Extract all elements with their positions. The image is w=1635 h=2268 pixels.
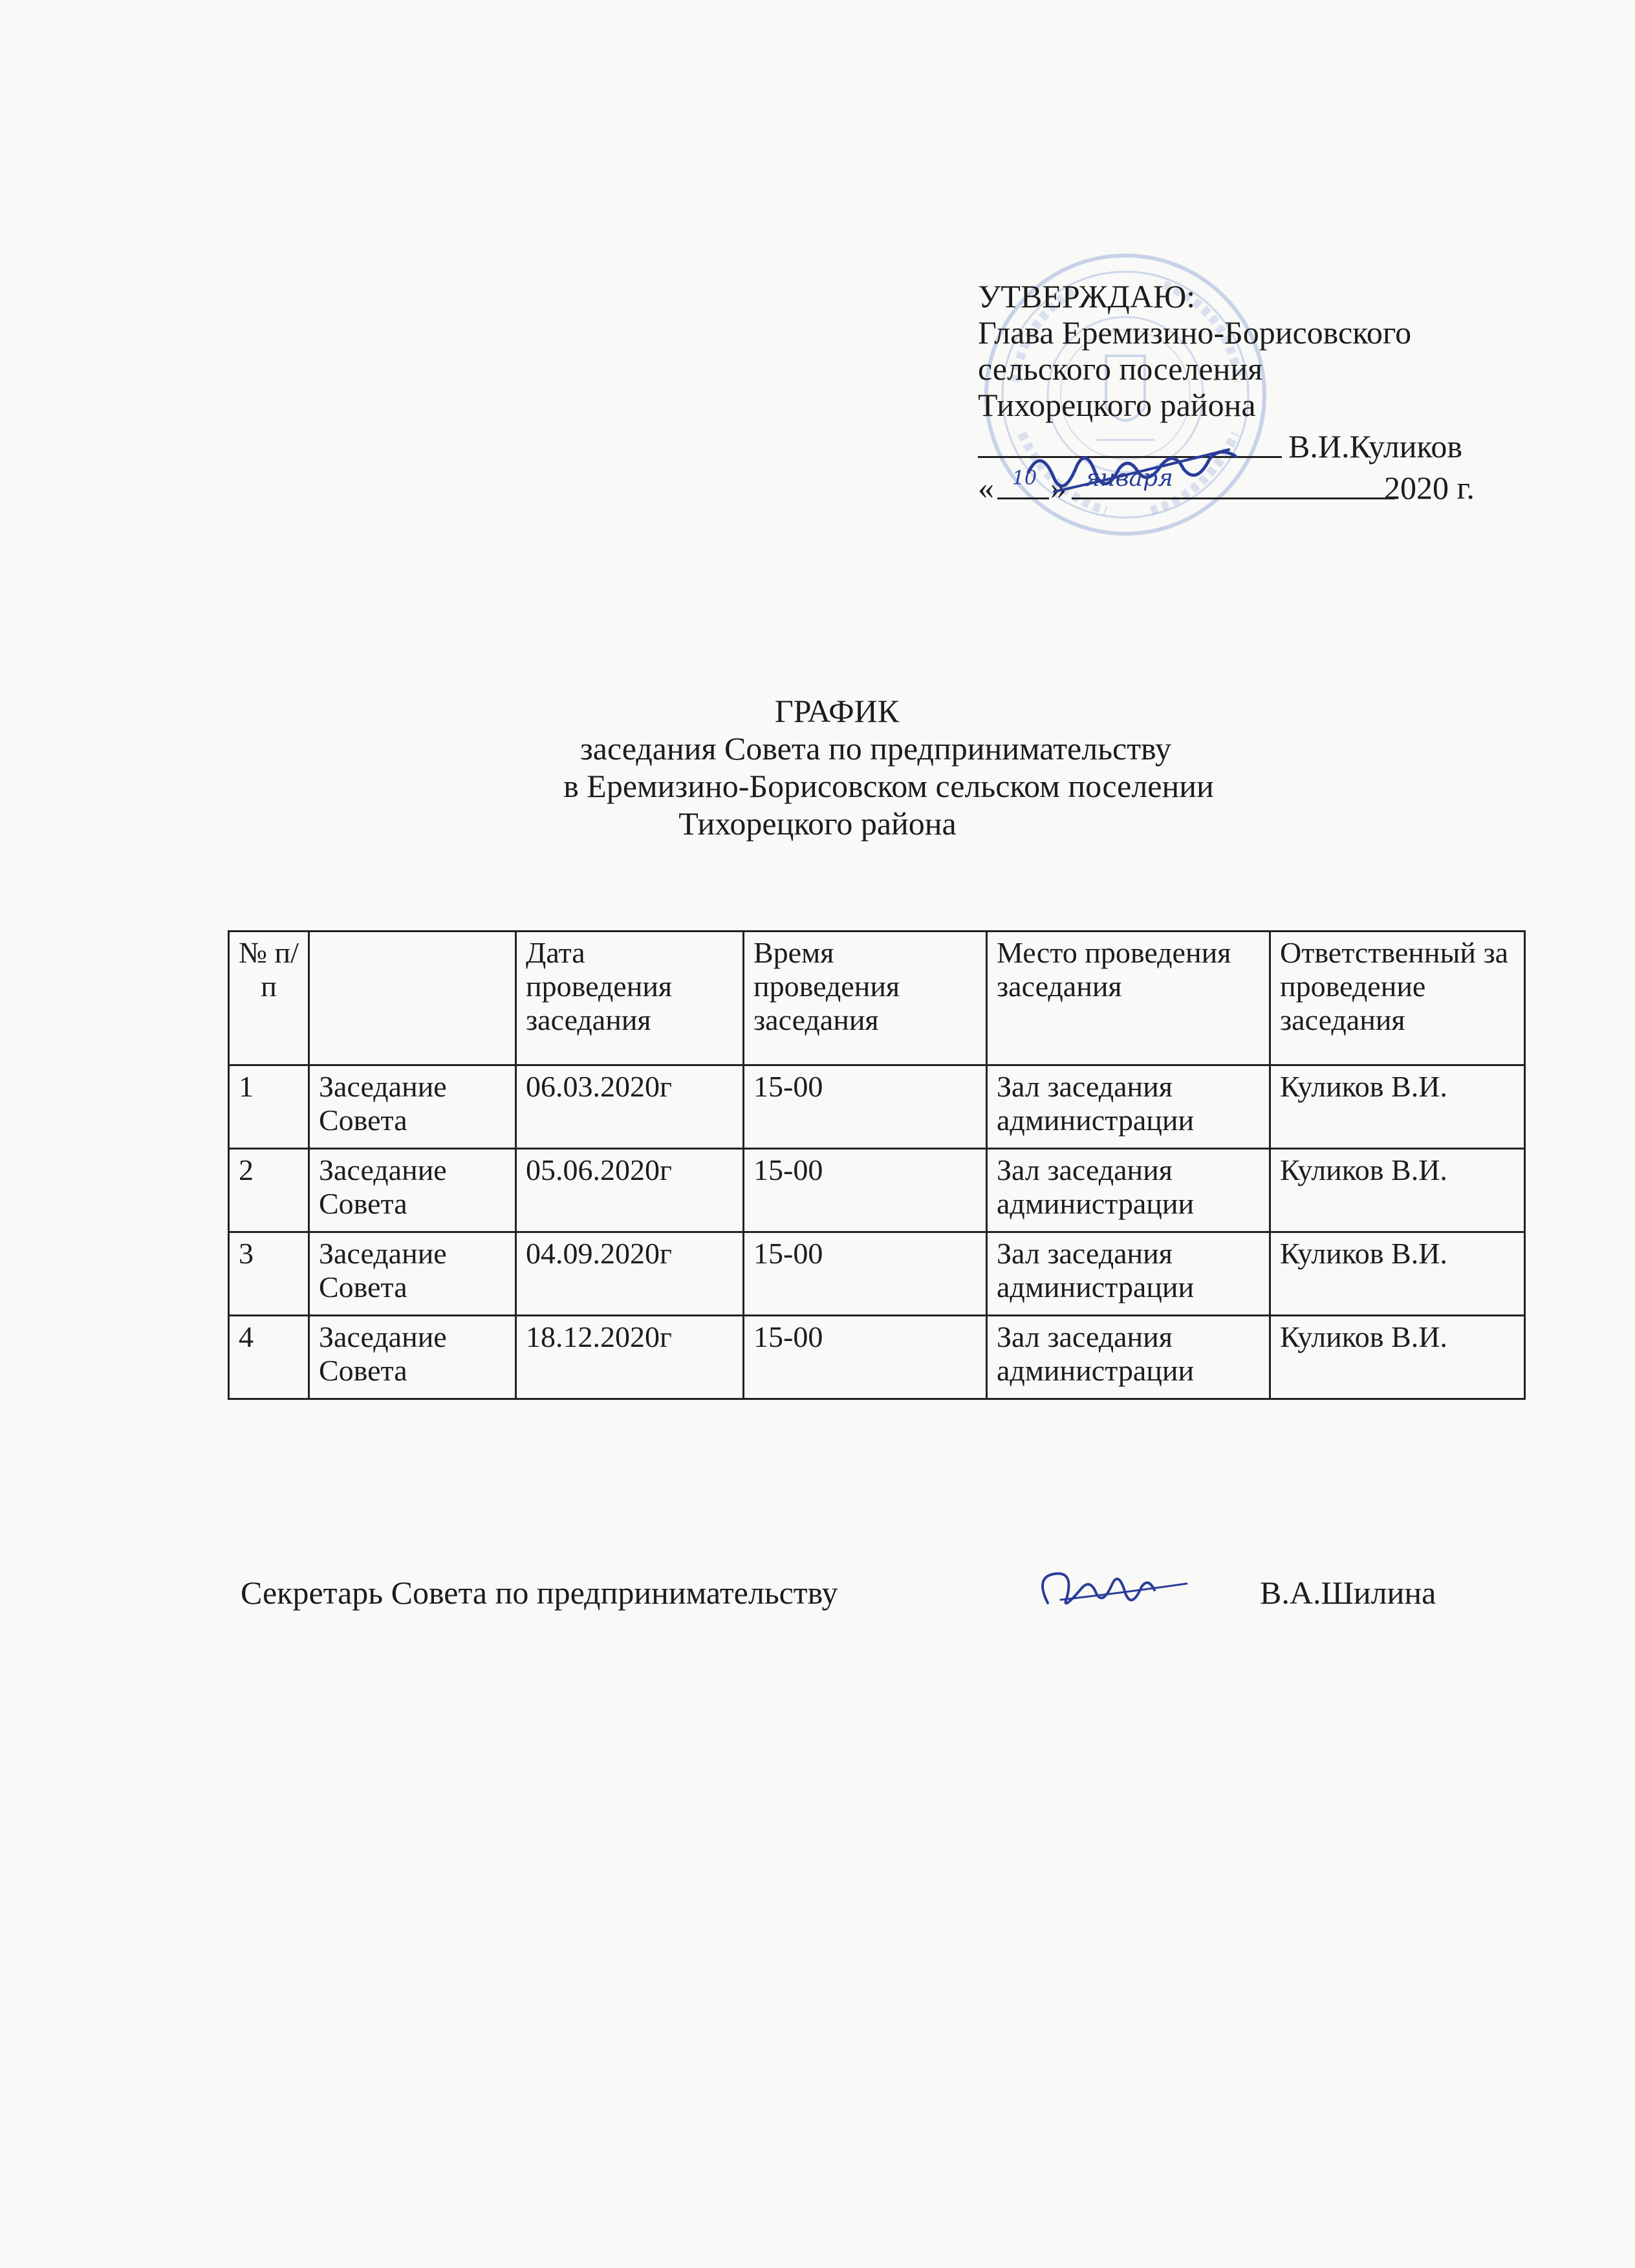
row-time: 15-00	[744, 1316, 987, 1399]
row-responsible: Куликов В.И.	[1270, 1232, 1525, 1316]
approval-line-3: Тихорецкого района	[978, 387, 1256, 423]
header-responsible: Ответственный за проведение заседания	[1270, 932, 1525, 1065]
row-event: Заседание Совета	[309, 1065, 516, 1149]
table-row	[229, 1149, 1525, 1232]
header-time: Время проведения заседания	[744, 932, 987, 1065]
row-responsible: Куликов В.И.	[1270, 1065, 1525, 1149]
row-time: 15-00	[744, 1065, 987, 1149]
row-place: Зал заседания администрации	[987, 1149, 1270, 1232]
row-place: Зал заседания администрации	[987, 1065, 1270, 1149]
row-event: Заседание Совета	[309, 1149, 516, 1232]
date-day: 10	[1012, 467, 1037, 490]
secretary-signature	[1022, 1558, 1196, 1622]
header-number: № п/п	[229, 932, 309, 1065]
date-open-quote: «	[978, 470, 994, 506]
schedule-table	[228, 930, 1526, 1400]
row-date: 05.06.2020г	[516, 1149, 744, 1232]
row-time: 15-00	[744, 1149, 987, 1232]
approval-line-1: Глава Еремизино-Борисовского	[978, 314, 1412, 351]
row-date: 04.09.2020г	[516, 1232, 744, 1316]
row-number: 2	[229, 1149, 309, 1232]
date-month: января	[1085, 465, 1173, 492]
table-row	[229, 1065, 1525, 1149]
title-line-4: Тихорецкого района	[678, 805, 957, 842]
secretary-name: В.А.Шилина	[1260, 1575, 1436, 1611]
title-line-2: заседания Совета по предпринимательству	[580, 730, 1171, 767]
row-responsible: Куликов В.И.	[1270, 1149, 1525, 1232]
secretary-title: Секретарь Совета по предпринимательству	[241, 1575, 838, 1611]
table-header-row	[229, 932, 1525, 1065]
date-year: 2020 г.	[1384, 470, 1475, 506]
approval-heading: УТВЕРЖДАЮ:	[978, 278, 1196, 314]
header-event	[309, 932, 516, 1065]
row-place: Зал заседания администрации	[987, 1232, 1270, 1316]
title-heading: ГРАФИК	[774, 693, 900, 729]
row-time: 15-00	[744, 1232, 987, 1316]
row-number: 3	[229, 1232, 309, 1316]
row-responsible: Куликов В.И.	[1270, 1316, 1525, 1399]
approver-name: В.И.Куликов	[1288, 428, 1462, 464]
header-date: Дата проведения заседания	[516, 932, 744, 1065]
row-event: Заседание Совета	[309, 1316, 516, 1399]
approver-signature	[1015, 433, 1248, 511]
row-number: 1	[229, 1065, 309, 1149]
row-number: 4	[229, 1316, 309, 1399]
approval-line-2: сельского поселения	[978, 351, 1263, 387]
row-event: Заседание Совета	[309, 1232, 516, 1316]
row-date: 06.03.2020г	[516, 1065, 744, 1149]
table-row	[229, 1232, 1525, 1316]
document-title	[0, 692, 1635, 842]
date-close-quote: »	[1050, 470, 1067, 506]
title-line-3: в Еремизино-Борисовском сельском поселении	[563, 768, 1214, 804]
row-date: 18.12.2020г	[516, 1316, 744, 1399]
row-place: Зал заседания администрации	[987, 1316, 1270, 1399]
table-row	[229, 1316, 1525, 1399]
header-place: Место проведения заседания	[987, 932, 1270, 1065]
